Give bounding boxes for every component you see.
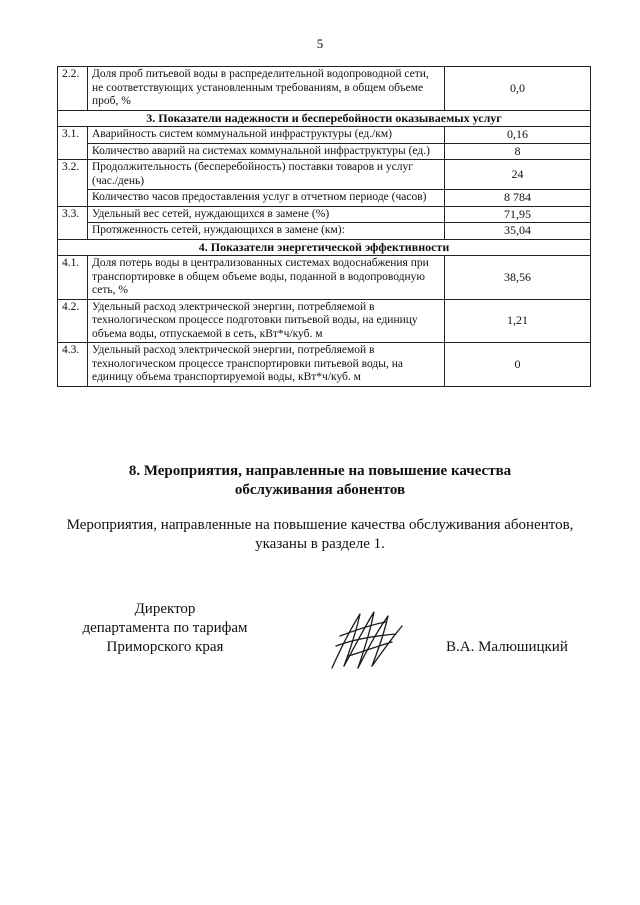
section-8-body — [60, 516, 580, 554]
table-row — [58, 190, 591, 207]
table-row — [58, 67, 591, 111]
row-number: 2.2. — [58, 67, 88, 111]
table-row — [58, 143, 591, 160]
section-8-title-line: 8. Мероприятия, направленные на повышение качества — [128, 463, 512, 479]
table-row — [58, 223, 591, 240]
row-number: 3.3. — [58, 206, 88, 239]
indicator-value: 24 — [445, 160, 591, 190]
section-header-row — [58, 110, 591, 127]
signer-position-line: Директор — [134, 601, 196, 617]
page-number: 5 — [316, 36, 324, 51]
indicator-text: Аварийность систем коммунальной инфраструктуры (ед./км) — [88, 127, 445, 144]
indicator-value: 0 — [445, 343, 591, 387]
section-3-title: 3. Показатели надежности и бесперебойности оказываемых услуг — [58, 110, 591, 127]
indicator-text: Удельный расход электрической энергии, потребляемой в технологическом процессе транспортировки питьевой воды, на единицу объема транспортируемой воды, кВт*ч/куб. м — [88, 343, 445, 387]
row-number: 3.2. — [58, 160, 88, 207]
section-8-title — [0, 462, 640, 500]
indicator-value: 71,95 — [445, 206, 591, 223]
table-row — [58, 206, 591, 223]
indicators-table — [57, 66, 591, 387]
signer-position-line: Приморского края — [106, 639, 224, 655]
table-row — [58, 160, 591, 190]
indicator-text: Протяженность сетей, нуждающихся в замене (км): — [88, 223, 445, 240]
indicator-value: 0,16 — [445, 127, 591, 144]
section-8-body-line: Мероприятия, направленные на повышение качества обслуживания абонентов, — [66, 517, 574, 533]
indicator-value: 35,04 — [445, 223, 591, 240]
row-number: 3.1. — [58, 127, 88, 160]
indicator-value: 1,21 — [445, 299, 591, 343]
section-8-body-line: указаны в разделе 1. — [255, 536, 385, 552]
signer-position — [60, 600, 270, 657]
indicator-value: 0,0 — [445, 67, 591, 111]
handwritten-signature-icon — [326, 606, 416, 674]
indicator-text: Удельный вес сетей, нуждающихся в замене (%) — [88, 206, 445, 223]
section-4-title: 4. Показатели энергетической эффективности — [58, 239, 591, 256]
table-row — [58, 127, 591, 144]
signer-name: В.А. Малюшицкий — [446, 639, 568, 655]
indicator-text: Доля проб питьевой воды в распределительной водопроводной сети, не соответствующих установленным требованиям, в общем объеме проб, % — [88, 67, 445, 111]
table-row — [58, 343, 591, 387]
indicator-text: Количество аварий на системах коммунальной инфраструктуры (ед.) — [88, 143, 445, 160]
row-number: 4.3. — [58, 343, 88, 387]
section-header-row — [58, 239, 591, 256]
row-number: 4.2. — [58, 299, 88, 343]
indicator-text: Продолжительность (бесперебойность) поставки товаров и услуг (час./день) — [88, 160, 445, 190]
section-8-title-line: обслуживания абонентов — [234, 482, 406, 498]
indicator-text: Количество часов предоставления услуг в отчетном периоде (часов) — [88, 190, 445, 207]
indicator-value: 8 784 — [445, 190, 591, 207]
row-number: 4.1. — [58, 256, 88, 300]
signer-position-line: департамента по тарифам — [82, 620, 248, 636]
table-row — [58, 256, 591, 300]
indicator-text: Доля потерь воды в централизованных системах водоснабжения при транспортировке в общем объеме воды, поданной в водопроводную сеть, % — [88, 256, 445, 300]
indicator-text: Удельный расход электрической энергии, потребляемой в технологическом процессе подготовки питьевой воды, на единицу объема воды, отпускаемой в сеть, кВт*ч/куб. м — [88, 299, 445, 343]
indicator-value: 38,56 — [445, 256, 591, 300]
table-row — [58, 299, 591, 343]
indicator-value: 8 — [445, 143, 591, 160]
